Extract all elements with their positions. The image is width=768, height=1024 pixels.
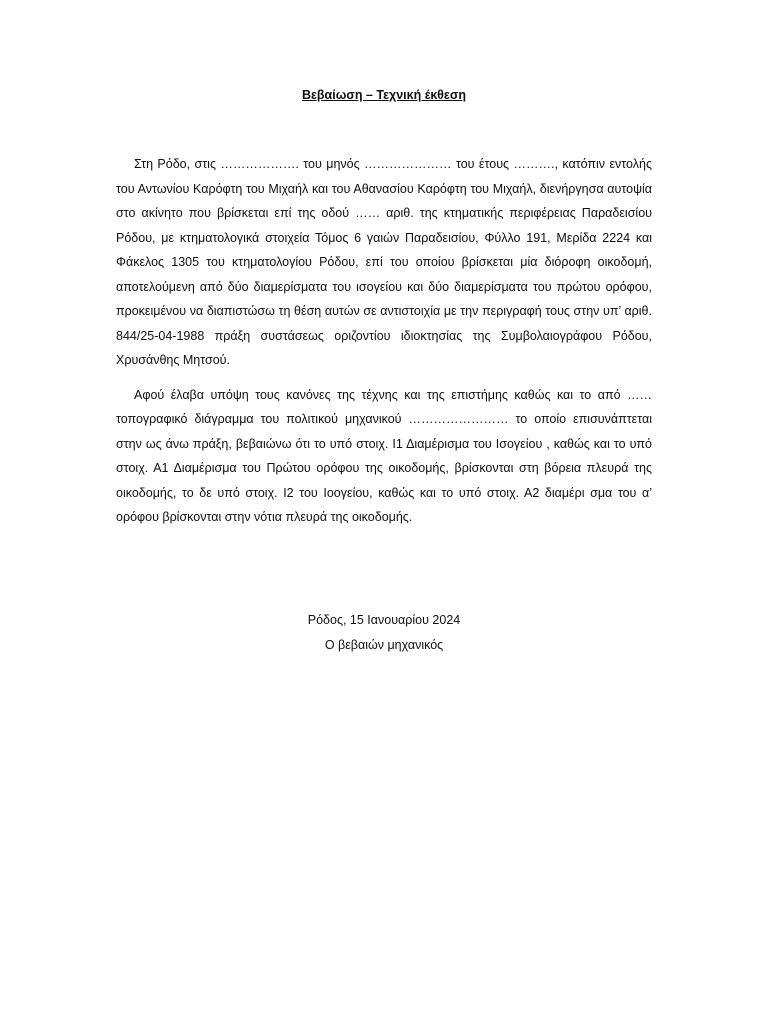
paragraph-inspection: Στη Ρόδο, στις ………………. του μηνός ………………… του έτους ………., κατόπιν εντολής του Αντωνίου Καρόφτη του Μιχαήλ και του Αθανασίου Καρόφτη του Μιχαήλ, διενήργησα αυτοψία στο ακίνητο που βρίσκεται επί της οδού …… αριθ. της κτηματικής περιφέρειας Παραδεισίου Ρόδου, με κτηματολογικά στοιχεία Τόμος 6 γαιών Παραδεισίου, Φύλλο 191, Μερίδα 2224 και Φάκελος 1305 του κτηματολογίου Ρόδου, επί του οποίου βρίσκεται μία διόροφη οικοδομή, αποτελούμενη από δύο διαμερίσματα του ισογείου και δύο διαμερίσματα του πρώτου ορόφου, προκειμένου να διαπιστώσω τη θέση αυτών σε αντιστοιχία με την περιγραφή τους στην υπ’ αριθ. 844/25-04-1988 πράξη συστάσεως οριζοντίου ιδιοκτησίας της Συμβολαιογράφου Ρόδου, Χρυσάνθης Μητσού. bbox=[116, 157, 652, 367]
signatory-label: Ο βεβαιών μηχανικός bbox=[324, 637, 444, 652]
paragraph-certification: Αφού έλαβα υπόψη τους κανόνες της τέχνης και της επιστήμης καθώς και το από …… τοπογραφικό διάγραμμα του πολιτικού μηχανικού …………………… το οποίο επισυνάπτεται στην ως άνω πράξη, βεβαιώνω ότι το υπό στοιχ. Ι1 Διαμέρισμα του Ισογείου , καθώς και το υπό στοιχ. Α1 Διαμέρισμα του Πρώτου ορόφου της οικοδομής, βρίσκονται στη βόρεια πλευρά της οικοδομής, το δε υπό στοιχ. Ι2 του Ιοογείου, καθώς και το υπό στοιχ. Α2 διαμέρι σμα του α’ ορόφου βρίσκονται στην νότια πλευρά της οικοδομής. bbox=[116, 387, 652, 524]
document-body bbox=[116, 152, 652, 540]
place-date: Ρόδος, 15 Ιανουαρίου 2024 bbox=[307, 613, 461, 627]
signature-block bbox=[0, 608, 768, 657]
document-title: Βεβαίωση – Τεχνική έκθεση bbox=[301, 88, 467, 102]
